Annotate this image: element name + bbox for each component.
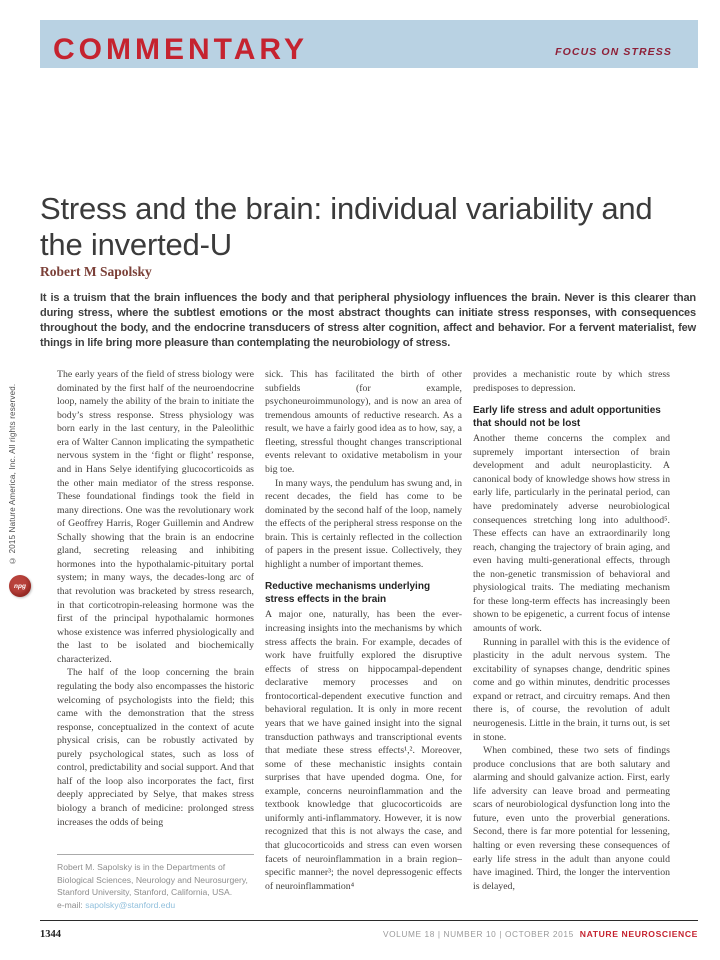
paragraph: sick. This has facilitated the birth of other subfields (for example, psychoneuroimmunology), and is now an area of tremendous amounts of reductive research. As a result, we have a fairly good idea as to how, say, a fleeting, stressful thought changes transcriptional events relevant to oxidative metabolism in your big toe. xyxy=(265,369,462,475)
column-1 xyxy=(57,368,254,913)
section-header-band xyxy=(40,20,698,68)
copyright-vertical-text: © 2015 Nature America, Inc. All rights reserved. xyxy=(8,383,17,565)
paragraph: Running in parallel with this is the evidence of plasticity in the adult nervous system. The excitability of synapses change, dendritic spines come and go within minutes, dendritic processes expand or retract, and circuitry remaps. And then there is, of course, the revolution of adult neurogenesis. Little in the brain, it turns out, is set in stone. xyxy=(473,636,670,743)
page-number: 1344 xyxy=(40,929,61,940)
column-2 xyxy=(265,368,462,913)
volume-info: VOLUME 18 | NUMBER 10 | OCTOBER 2015 xyxy=(382,929,574,939)
page-footer xyxy=(40,920,698,942)
author-name: Robert M Sapolsky xyxy=(40,264,152,279)
email-label: e-mail: xyxy=(57,899,83,910)
section-heading: Reductive mechanisms underlying stress effects in the brain xyxy=(265,581,431,606)
paragraph: Another theme concerns the complex and supremely important intersection of brain development and adult neuroplasticity. A canonical body of knowledge shows how stress in early life, particularly in the perinatal period, can have predominately adverse neurobiological consequences stretching long into adulthood⁵. These effects can have an extraordinarily long reach, changing the trajectory of brain aging, and even having multi-generational effects, through the non-genetic transmission of behavioral and physiological traits. The mediating mechanism for these long-term effects has increasingly been shown to be epigenetic, a current focus of intense amounts of work. xyxy=(473,433,670,634)
npg-logo-icon xyxy=(9,575,31,597)
footnote-email-line xyxy=(57,899,254,911)
email-link[interactable]: sapolsky@stanford.edu xyxy=(85,899,176,910)
column-1-text xyxy=(57,368,254,829)
paragraph: When combined, these two sets of findings produce conclusions that are both salutary and alarming and should galvanize action. First, early life adversity can leave broad and permeating scars of neurobiological dysfunction long into the future, even unto the proverbial generations. Second, there is far more potential for lessening, halting or even reversing these consequences of early life stress in the adult than anyone could have imagined. Third, the longer the intervention is delayed, xyxy=(473,745,670,892)
footer-issue-info xyxy=(383,924,698,942)
column-3-text xyxy=(473,368,670,893)
article-abstract: It is a truism that the brain influences the body and that peripheral physiology influences the brain. Never is this clearer than during stress, where the subtlest emotions or the most abstract thoughts can initiate stress responses, with consequences throughout the body, and the endocrine transducers of stress alter cognition, affect and behavior. For a fervent materialist, few things in life bring more pleasure than contemplating the neurobiology of stress. xyxy=(40,292,696,349)
footnote-affiliation: Robert M. Sapolsky is in the Departments of Biological Sciences, Neurology and Neurosurgery, Stanford University, Stanford, California, USA. xyxy=(57,862,248,898)
paragraph: provides a mechanistic route by which stress predisposes to depression. xyxy=(473,369,670,394)
article-body xyxy=(57,368,670,913)
section-label: COMMENTARY xyxy=(53,33,308,66)
author-footnote xyxy=(57,854,254,911)
article-title: Stress and the brain: individual variability and the inverted-U xyxy=(40,190,653,263)
paragraph: The early years of the field of stress biology were dominated by the first half of the neuroendocrine loop, namely the ability of the brain to initiate the body’s stress response. Stress physiology was born early in the last century, in the Paleolithic era of Walter Cannon implicating the sympathetic nervous system in the ‘fight or flight’ response, and in Hans Selye identifying glucocorticoids as the other main mediator of the stress response. These foundational findings took the field in many directions. One was the revolutionary work of Geoffrey Harris, Roger Guillemin and Andrew Schally showing that the brain is an endocrine gland, secreting releasing and inhibiting hormones into the hypothalamic-pituitary portal system; in many ways, the decades-long arc of that revolution was bracketed by stress research, in that corticotropin-releasing hormone was the first of the principal hypothalamic hormones whose existence was inferred physiologically and the last to be isolated and biochemically characterized. xyxy=(57,369,254,665)
paragraph: In many ways, the pendulum has swung and, in recent decades, the field has come to be dominated by the second half of the loop, namely the effects of the peripheral stress response on the brain. This is certainly reflected in the collection of papers in the present issue. Collectively, they highlight a number of important themes. xyxy=(265,477,462,570)
journal-name: NATURE NEUROSCIENCE xyxy=(579,929,698,939)
paragraph: The half of the loop concerning the brain regulating the body also encompasses the historic welcoming of psychologists into the field; this came with the demonstration that the stress response, conceptualized in the context of acute physical crisis, can be robustly activated by purely psychological states, such as loss of control, predictability and social support. And that half of the loop also incorporates the fact, first deeply appreciated by Selye, that makes stress biology a branch of medicine: prolonged stress increases the odds of being xyxy=(57,667,254,828)
npg-logo-label: npg xyxy=(14,582,26,590)
column-2-text xyxy=(265,368,462,893)
section-heading: Early life stress and adult opportunities that should not be lost xyxy=(473,405,661,430)
column-3 xyxy=(473,368,670,913)
paragraph: A major one, naturally, has been the ever-increasing insights into the mechanisms by which stress affects the brain. For example, decades of work have fruitfully explored the disruptive effects of stress on hippocampal-dependent declarative memory processes and on frontocortical-dependent executive function and behavioral regulation. It is only in more recent years that we have gained insight into the signal transduction pathways and transcriptional events that mediate these stress effects¹,². Moreover, some of these mechanistic insights contain surprises that have upended dogma. One, for example, concerns neuroinflammation and the textbook knowledge that glucocorticoids are uniformly anti-inflammatory. However, it is now recognized that this is not always the case, and that glucocorticoids and stress can even worsen facets of neuroinflammation in a brain region–specific manner³; the novel depressogenic effects of neuroinflammation⁴ xyxy=(265,609,462,892)
focus-label: FOCUS ON STRESS xyxy=(555,46,672,58)
